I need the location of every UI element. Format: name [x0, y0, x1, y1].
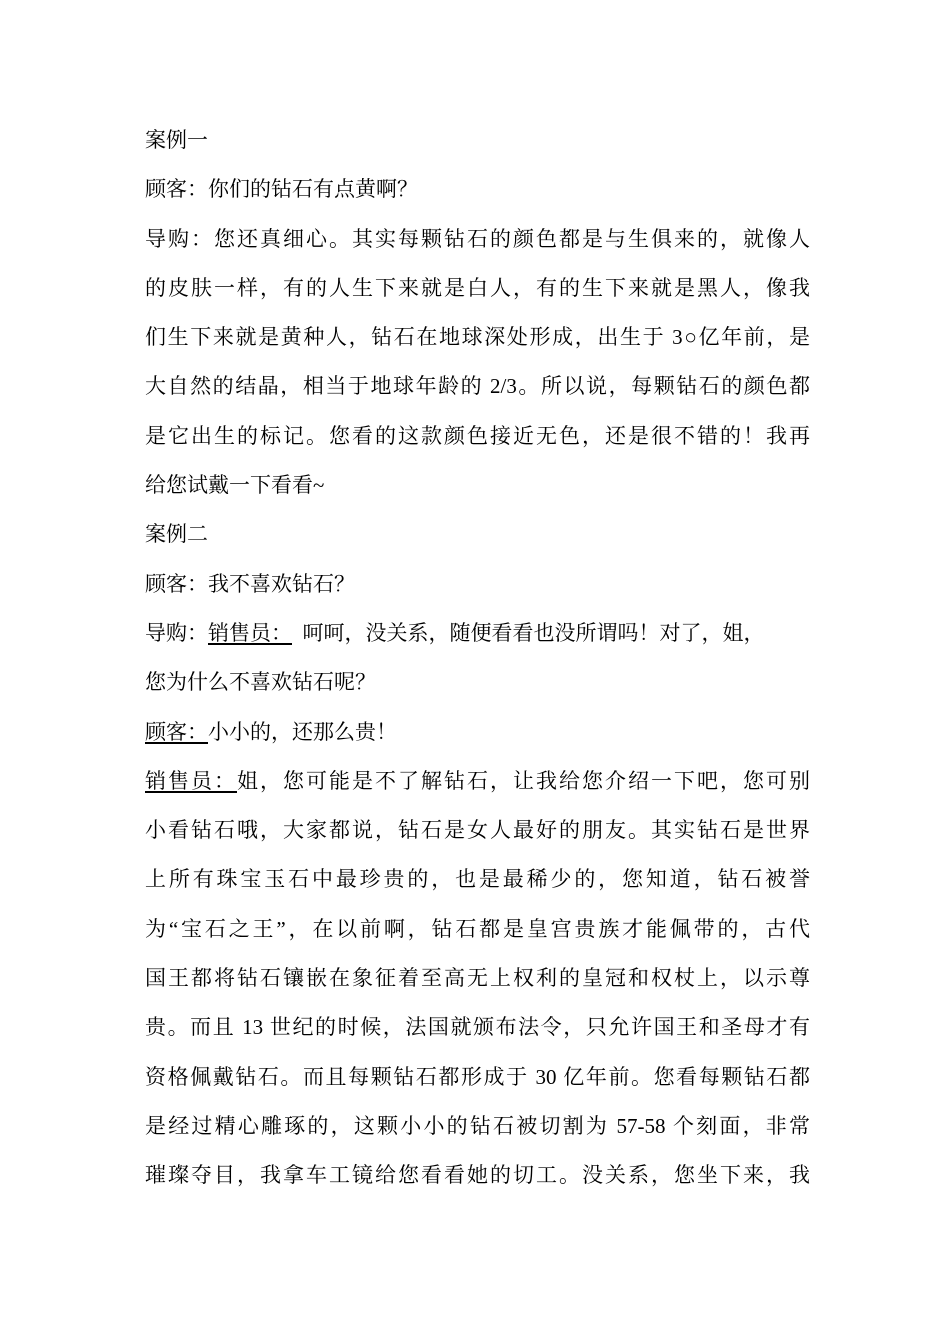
line-text: 们生下来就是黄种人，钻石在地球深处形成，出生于 3○亿年前，是	[145, 325, 810, 350]
text-line	[145, 165, 810, 214]
text-line	[145, 461, 810, 510]
line-text: 大自然的结晶，相当于地球年龄的 2/3。所以说，每颗钻石的颜色都	[145, 374, 810, 399]
line-text: 顾客：你们的钻石有点黄啊？	[145, 177, 418, 202]
line-text: 贵。而且 13 世纪的时候，法国就颁布法令，只允许国王和圣母才有	[145, 1015, 810, 1040]
document-page	[145, 116, 810, 1201]
line-text: 为“宝石之王”，在以前啊，钻石都是皇宫贵族才能佩带的，古代	[145, 916, 810, 941]
text-line	[145, 757, 810, 806]
line-text: 您为什么不喜欢钻石呢？	[145, 670, 376, 695]
line-text: 是它出生的标记。您看的这款颜色接近无色，还是很不错的！我再	[145, 423, 810, 448]
text-line	[145, 560, 810, 609]
text-line	[145, 362, 810, 411]
text-line	[145, 1003, 810, 1052]
line-text: 的皮肤一样，有的人生下来就是白人，有的生下来就是黑人，像我	[145, 275, 810, 300]
line-text: 小看钻石哦，大家都说，钻石是女人最好的朋友。其实钻石是世界	[145, 818, 810, 843]
text-line	[145, 855, 810, 904]
text-line	[145, 905, 810, 954]
line-text: 导购：您还真细心。其实每颗钻石的颜色都是与生俱来的，就像人	[145, 226, 810, 251]
text-line	[145, 806, 810, 855]
text-line	[145, 658, 810, 707]
text-line	[145, 116, 810, 165]
text-line	[145, 313, 810, 362]
line-text: 案例二	[145, 522, 208, 547]
text-line	[145, 264, 810, 313]
line-text: 是经过精心雕琢的，这颗小小的钻石被切割为 57-58 个刻面，非常	[145, 1113, 810, 1138]
line-text: 国王都将钻石镶嵌在象征着至高无上权利的皇冠和权杖上，以示尊	[145, 966, 810, 991]
text-line	[145, 1151, 810, 1200]
line-text: 呵呵，没关系，随便看看也没所谓吗！对了，姐，	[292, 620, 765, 645]
line-text: 璀璨夺目，我拿车工镜给您看看她的切工。没关系，您坐下来，我	[145, 1163, 810, 1188]
line-text: 小小的，还那么贵！	[208, 719, 397, 744]
text-line	[145, 510, 810, 559]
line-text: 给您试戴一下看看~	[145, 473, 325, 498]
text-line	[145, 1102, 810, 1151]
speaker-label-underlined: 顾客：	[145, 719, 208, 744]
line-text: 姐，您可能是不了解钻石，让我给您介绍一下吧，您可别	[237, 768, 810, 793]
line-text: 上所有珠宝玉石中最珍贵的，也是最稀少的，您知道，钻石被誉	[145, 867, 810, 892]
speaker-prefix: 导购：	[145, 620, 208, 645]
speaker-label-underlined: 销售员：	[145, 768, 237, 793]
text-line	[145, 708, 810, 757]
text-line	[145, 215, 810, 264]
text-line	[145, 954, 810, 1003]
line-text: 案例一	[145, 128, 208, 152]
text-line	[145, 609, 810, 658]
text-line	[145, 412, 810, 461]
speaker-label-underlined: 销售员：	[208, 620, 292, 645]
line-text: 顾客：我不喜欢钻石？	[145, 571, 355, 596]
text-line	[145, 1053, 810, 1102]
line-text: 资格佩戴钻石。而且每颗钻石都形成于 30 亿年前。您看每颗钻石都	[145, 1064, 810, 1089]
